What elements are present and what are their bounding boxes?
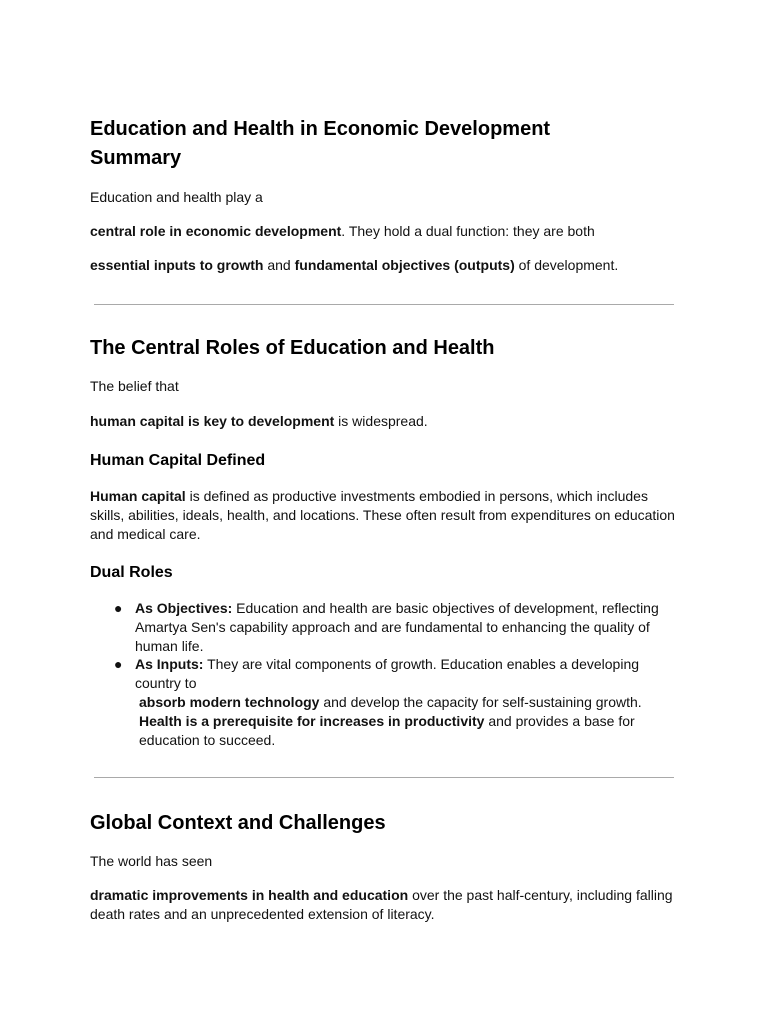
human-capital-bold: Human capital bbox=[90, 488, 186, 504]
intro-bold-inputs: essential inputs to growth bbox=[90, 257, 264, 273]
section-divider-1 bbox=[94, 304, 674, 305]
objectives-text: Education and health are basic objectives of development, reflecting Amartya Sen's capability approach and are fundamental to enhancing the quality of human life. bbox=[135, 600, 659, 654]
intro-paragraph-1 bbox=[90, 188, 680, 207]
section-divider-2 bbox=[94, 777, 674, 778]
subheading-dual-roles: Dual Roles bbox=[90, 564, 173, 581]
belief-paragraph-1 bbox=[90, 377, 680, 396]
section-heading-global-context: Global Context and Challenges bbox=[90, 812, 386, 834]
bullet-marker-inputs: ● bbox=[114, 656, 123, 672]
list-item-inputs bbox=[135, 655, 680, 750]
section-heading-central-roles: The Central Roles of Education and Health bbox=[90, 337, 495, 359]
global-paragraph-2 bbox=[90, 886, 680, 924]
intro-bold-objectives: fundamental objectives (outputs) bbox=[294, 257, 515, 273]
belief-paragraph-2 bbox=[90, 412, 680, 431]
intro-paragraph-2 bbox=[90, 222, 680, 241]
intro-text-3a: and bbox=[263, 257, 295, 273]
list-item-objectives bbox=[135, 599, 680, 656]
bullet-marker-objectives: ● bbox=[114, 600, 123, 616]
intro-text-2: . They hold a dual function: they are both bbox=[341, 223, 595, 239]
global-paragraph-1 bbox=[90, 852, 680, 871]
intro-paragraph-3 bbox=[90, 256, 680, 275]
inputs-technology-text: and develop the capacity for self-sustaining growth. bbox=[319, 694, 642, 710]
inputs-label: As Inputs: bbox=[135, 656, 204, 672]
intro-bold-central-role: central role in economic development bbox=[90, 223, 342, 239]
intro-text-1: Education and health play a bbox=[90, 189, 263, 205]
inputs-technology-line bbox=[135, 693, 680, 712]
belief-text-2: is widespread. bbox=[334, 413, 428, 429]
inputs-health-line bbox=[135, 712, 680, 750]
inputs-health-text: and provides a base for education to succeed. bbox=[139, 713, 635, 748]
document-title: Education and Health in Economic Development Summary bbox=[90, 118, 551, 169]
human-capital-text: is defined as productive investments embodied in persons, which includes skills, abilities, ideals, health, and locations. These often result from expenditures on education and medical care. bbox=[90, 488, 675, 542]
human-capital-paragraph bbox=[90, 487, 680, 544]
intro-text-3b: of development. bbox=[514, 257, 619, 273]
subheading-human-capital: Human Capital Defined bbox=[90, 452, 266, 469]
belief-bold: human capital is key to development bbox=[90, 413, 335, 429]
global-text-1: The world has seen bbox=[90, 853, 213, 869]
inputs-text: They are vital components of growth. Education enables a developing country to bbox=[135, 656, 640, 691]
belief-text-1: The belief that bbox=[90, 378, 179, 394]
objectives-label: As Objectives: bbox=[135, 600, 233, 616]
global-text-2: over the past half-century, including falling death rates and an unprecedented extension of literacy. bbox=[90, 887, 673, 922]
global-bold: dramatic improvements in health and education bbox=[90, 887, 409, 903]
inputs-technology-bold: absorb modern technology bbox=[139, 694, 320, 710]
inputs-health-bold: Health is a prerequisite for increases in productivity bbox=[139, 713, 485, 729]
